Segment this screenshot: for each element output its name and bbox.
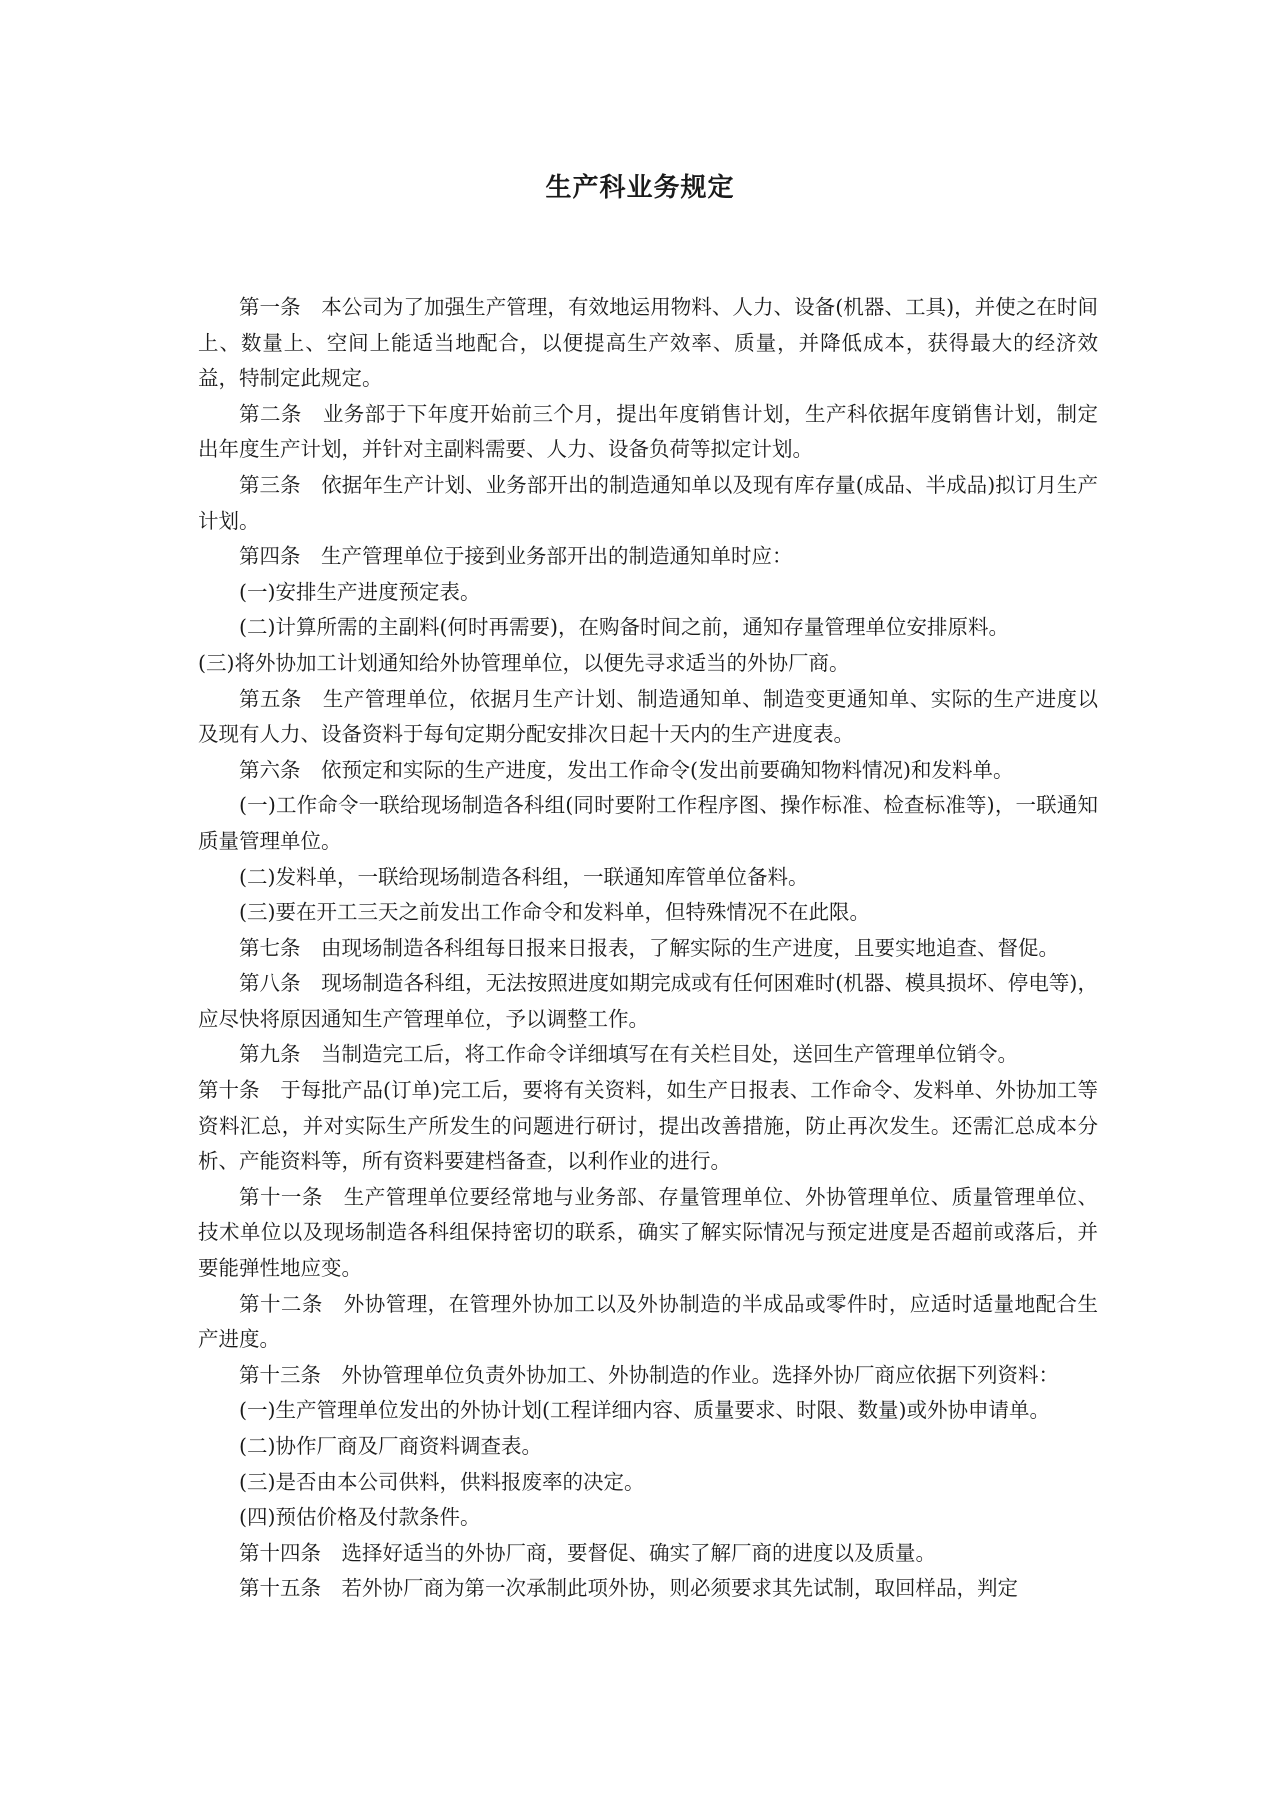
paragraph: 第二条 业务部于下年度开始前三个月，提出年度销售计划，生产科依据年度销售计划，制定出年度生产计划，并针对主副料需要、人力、设备负荷等拟定计划。 [198,401,1098,462]
document-body [198,290,1098,1607]
paragraph: 第十五条 若外协厂商为第一次承制此项外协，则必须要求其先试制，取回样品，判定 [239,1576,1018,1601]
paragraph: 第三条 依据年生产计划、业务部开出的制造通知单以及现有库存量(成品、半成品)拟订月生产计划。 [198,472,1098,533]
paragraph: (二)计算所需的主副料(何时再需要)，在购备时间之前，通知存量管理单位安排原料。 [239,615,1009,640]
paragraph: 第七条 由现场制造各科组每日报来日报表，了解实际的生产进度，且要实地追查、督促。 [239,935,1059,960]
paragraph: 第一条 本公司为了加强生产管理，有效地运用物料、人力、设备(机器、工具)，并使之在时间上、数量上、空间上能适当地配合，以便提高生产效率、质量，并降低成本，获得最大的经济效益，特制定此规定。 [198,295,1098,391]
paragraph: 第十四条 选择好适当的外协厂商，要督促、确实了解厂商的进度以及质量。 [239,1540,936,1565]
paragraph: 第八条 现场制造各科组，无法按照进度如期完成或有任何困难时(机器、模具损坏、停电等)，应尽快将原因通知生产管理单位，予以调整工作。 [198,971,1098,1031]
paragraph: (二)发料单，一联给现场制造各科组，一联通知库管单位备料。 [239,864,809,889]
paragraph: 第五条 生产管理单位，依据月生产计划、制造通知单、制造变更通知单、实际的生产进度以及现有人力、设备资料于每旬定期分配安排次日起十天内的生产进度表。 [198,686,1098,747]
paragraph: 第十三条 外协管理单位负责外协加工、外协制造的作业。选择外协厂商应依据下列资料： [239,1362,1059,1387]
paragraph: (一)生产管理单位发出的外协计划(工程详细内容、质量要求、时限、数量)或外协申请单。 [239,1398,1050,1423]
paragraph: 第四条 生产管理单位于接到业务部开出的制造通知单时应： [239,544,793,569]
document-title: 生产科业务规定 [545,173,735,203]
paragraph: (三)是否由本公司供料，供料报废率的决定。 [239,1469,645,1494]
paragraph: (三)将外协加工计划通知给外协管理单位，以便先寻求适当的外协厂商。 [198,650,850,675]
paragraph: (三)要在开工三天之前发出工作命令和发料单，但特殊情况不在此限。 [239,900,870,925]
paragraph: 第十一条 生产管理单位要经常地与业务部、存量管理单位、外协管理单位、质量管理单位、技术单位以及现场制造各科组保持密切的联系，确实了解实际情况与预定进度是否超前或落后，并要能弹性地应变。 [198,1184,1098,1281]
paragraph: 第六条 依预定和实际的生产进度，发出工作命令(发出前要确知物料情况)和发料单。 [239,757,1014,782]
paragraph: 第十条 于每批产品(订单)完工后，要将有关资料，如生产日报表、工作命令、发料单、外协加工等资料汇总，并对实际生产所发生的问题进行研讨，提出改善措施，防止再次发生。还需汇总成本分析、产能资料等，所有资料要建档备查，以利作业的进行。 [198,1078,1098,1174]
paragraph: 第九条 当制造完工后，将工作命令详细填写在有关栏目处，送回生产管理单位销令。 [239,1042,1018,1067]
paragraph: (一)工作命令一联给现场制造各科组(同时要附工作程序图、操作标准、检查标准等)，一联通知质量管理单位。 [198,793,1098,853]
paragraph: 第十二条 外协管理，在管理外协加工以及外协制造的半成品或零件时，应适时适量地配合生产进度。 [198,1291,1098,1352]
paragraph: (一)安排生产进度预定表。 [239,579,481,604]
paragraph: (四)预估价格及付款条件。 [239,1505,481,1530]
paragraph: (二)协作厂商及厂商资料调查表。 [239,1434,542,1458]
